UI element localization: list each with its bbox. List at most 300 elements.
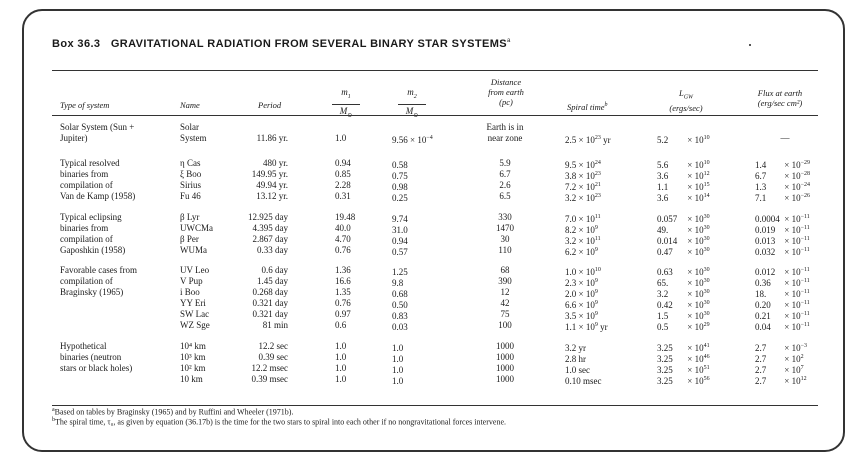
lgw-value: $3.25 \times 10^{51}$ <box>657 365 710 375</box>
lgw-value: $3.6 \times 10^{14}$ <box>657 193 710 203</box>
lgw-exp: 14 <box>703 193 710 199</box>
mass-ratio-2-mantissa: 0.25 <box>392 193 408 203</box>
mass-ratio-1: 19.48 <box>335 212 356 222</box>
system-type-line: binaries from <box>60 223 109 233</box>
lgw-mantissa: 0.47 <box>657 247 673 257</box>
period: 0.33 day <box>257 245 288 255</box>
period: 13.12 yr. <box>256 191 288 201</box>
header-lgw-l: L <box>678 88 684 98</box>
lgw-exp: 10 <box>703 160 710 166</box>
spiral-time-exp: 23 <box>594 193 601 199</box>
lgw-mantissa: 1.1 <box>657 182 669 192</box>
system-type-line: Solar System (Sun + <box>60 122 135 132</box>
lgw-exp: 12 <box>703 171 710 177</box>
period: 12.925 day <box>248 212 288 222</box>
spiral-time <box>565 191 601 204</box>
flux-mantissa: 0.21 <box>755 311 771 321</box>
lgw-mantissa: 5.6 <box>657 160 669 170</box>
spiral-time <box>565 374 602 387</box>
system-name: Fu 46 <box>180 191 201 201</box>
mass-ratio-2-mantissa: 0.68 <box>392 289 408 299</box>
spiral-time-exp: 9 <box>594 225 598 231</box>
flux-mantissa: 1.3 <box>755 182 767 192</box>
spiral-time-unit: yr <box>597 322 608 332</box>
lgw-mantissa: 3.25 <box>657 376 673 386</box>
m2-sub: 2 <box>413 93 417 100</box>
flux-exp: −28 <box>800 171 810 177</box>
spiral-time-exp: 9 <box>594 300 598 306</box>
spiral-time-exp: 9 <box>594 247 598 253</box>
lgw-value: $3.25 \times 10^{41}$ <box>657 343 710 353</box>
spiral-time-unit: yr <box>600 135 611 145</box>
lgw-mantissa: 0.5 <box>657 322 669 332</box>
lgw-mantissa: 3.2 <box>657 289 669 299</box>
mass-ratio-1: 1.0 <box>335 341 347 351</box>
header-lgw-sub: GW <box>683 94 694 101</box>
flux-exp: 7 <box>800 365 804 371</box>
lgw-value: $5.2 \times 10^{10}$ <box>657 135 710 145</box>
system-type-line: Van de Kamp (1958) <box>60 191 136 201</box>
system-name: SW Lac <box>180 309 210 319</box>
system-name: Solar System <box>180 122 207 143</box>
mass-ratio-1: 1.36 <box>335 265 351 275</box>
spiral-time-mantissa: 3.2 yr <box>565 343 586 353</box>
mass-ratio-1: 0.97 <box>335 309 351 319</box>
system-type-line: binaries (neutron <box>60 352 122 362</box>
flux-mantissa: 0.013 <box>755 236 776 246</box>
period: 480 yr. <box>262 158 288 168</box>
lgw-mantissa: 3.25 <box>657 354 673 364</box>
flux-value: 18. × $10^{-11}$ <box>755 289 810 299</box>
flux-mantissa: 0.20 <box>755 300 771 310</box>
period: 81 min <box>262 320 288 330</box>
spiral-time-exp: 21 <box>594 182 601 188</box>
mass-ratio-2-mantissa: 1.25 <box>392 267 408 277</box>
distance-pc: 1000 <box>496 363 514 373</box>
mass-ratio-2 <box>392 245 408 258</box>
lgw-exp: 29 <box>703 322 710 328</box>
flux-exp: −11 <box>800 225 810 231</box>
lgw-mantissa: 0.014 <box>657 236 678 246</box>
title-footnote-mark: a <box>507 38 511 44</box>
mass-ratio-2-mantissa: 9.74 <box>392 214 408 224</box>
lgw-value: $0.057 \times 10^{30}$ <box>657 214 710 224</box>
lgw-value: $0.5 \times 10^{29}$ <box>657 322 710 332</box>
mass-ratio-1: 2.28 <box>335 180 351 190</box>
mass-ratio-2-mantissa: 0.83 <box>392 311 408 321</box>
period: 0.268 day <box>252 287 288 297</box>
mass-ratio-2-mantissa: 1.0 <box>392 354 404 364</box>
spiral-time-mantissa: 8.2 × 10 <box>565 225 595 235</box>
system-type-line: compilation of <box>60 180 113 190</box>
period: 0.6 day <box>261 265 288 275</box>
system-name: UV Leo <box>180 265 210 275</box>
flux-value <box>755 133 815 144</box>
spiral-time-mantissa: 3.2 × 10 <box>565 236 595 246</box>
flux-value: $0.20 \times 10^{-11}$ <box>755 300 810 310</box>
header-lgw-unit: (ergs/sec) <box>669 102 703 113</box>
lgw-exp: 15 <box>703 182 710 188</box>
lgw-exp: 30 <box>703 236 710 242</box>
flux-value: $2.7 \times 10^7$ <box>755 365 804 375</box>
header-period: Period <box>258 100 282 110</box>
mass-ratio-2 <box>392 374 403 387</box>
flux-value: $2.7 \times 10^2$ <box>755 354 804 364</box>
lgw-mantissa: 1.5 <box>657 311 669 321</box>
mass-ratio-2-mantissa: 1.0 <box>392 376 404 386</box>
period: 0.321 day <box>252 298 288 308</box>
lgw-mantissa: 3.6 <box>657 193 669 203</box>
mass-ratio-2-mantissa: 0.50 <box>392 300 408 310</box>
mass-ratio-2 <box>392 133 433 146</box>
header-m2 <box>392 87 432 122</box>
flux-mantissa: 2.7 <box>755 343 767 353</box>
lgw-value: $3.25 \times 10^{46}$ <box>657 354 710 364</box>
mass-ratio-2-mantissa: 0.57 <box>392 247 408 257</box>
mass-ratio-2-mantissa: 31.0 <box>392 225 408 235</box>
period: 0.39 msec <box>251 374 288 384</box>
flux-exp: −11 <box>800 300 810 306</box>
mass-ratio-2-mantissa: 9.8 <box>392 278 404 288</box>
flux-exp: −11 <box>800 214 810 220</box>
lgw-mantissa: 5.2 <box>657 135 669 145</box>
flux-exp: −11 <box>800 267 810 273</box>
flux-mantissa: 0.36 <box>755 278 771 288</box>
period: 0.321 day <box>252 309 288 319</box>
lgw-exp: 30 <box>703 289 710 295</box>
flux-mantissa: 0.032 <box>755 247 776 257</box>
spiral-time-exp: 9 <box>594 278 598 284</box>
mass-ratio-1: 1.35 <box>335 287 351 297</box>
mass-ratio-1: 0.31 <box>335 191 351 201</box>
mass-ratio-1: 1.0 <box>335 133 347 143</box>
header-flux <box>743 88 817 108</box>
spiral-time-mantissa: 2.3 × 10 <box>565 278 595 288</box>
header-spiral <box>567 100 608 112</box>
lgw-mantissa: 3.6 <box>657 171 669 181</box>
lgw-exp: 30 <box>703 214 710 220</box>
distance-pc: 1000 <box>496 341 514 351</box>
system-name: β Lyr <box>180 212 200 222</box>
m2-den-sub: ⊙ <box>413 112 419 119</box>
mass-ratio-1: 0.85 <box>335 169 351 179</box>
mass-ratio-1: 1.0 <box>335 363 347 373</box>
period: 2.867 day <box>252 234 288 244</box>
spiral-time-mantissa: 7.2 × 10 <box>565 182 595 192</box>
flux-exp: 2 <box>800 354 804 360</box>
box-label: Box 36.3 <box>52 38 101 50</box>
distance-pc: Earth is in near zone <box>486 122 524 143</box>
footnote-b-mark: b <box>52 417 55 423</box>
system-name: Sirius <box>180 180 202 190</box>
lgw-mantissa: 0.63 <box>657 267 673 277</box>
spiral-time-mantissa: 7.0 × 10 <box>565 214 595 224</box>
period: 4.395 day <box>252 223 288 233</box>
lgw-exp: 30 <box>703 278 710 284</box>
spiral-time-mantissa: 1.0 × 10 <box>565 267 595 277</box>
flux-value: $7.1 \times 10^{-26}$ <box>755 193 810 203</box>
spiral-time-exp: 9 <box>594 322 598 328</box>
flux-mantissa: 0.04 <box>755 322 771 332</box>
spiral-time-exp: 24 <box>594 160 601 166</box>
flux-exp: −24 <box>800 182 810 188</box>
flux-value: $1.3 \times 10^{-24}$ <box>755 182 810 192</box>
flux-value: $0.36 \times 10^{-11}$ <box>755 278 810 288</box>
mass-ratio-2-mantissa: 0.58 <box>392 160 408 170</box>
mass-ratio-1: 0.76 <box>335 245 351 255</box>
lgw-mantissa: 3.25 <box>657 365 673 375</box>
bottom-rule <box>52 405 818 406</box>
flux-mantissa: 6.7 <box>755 171 767 181</box>
flux-mantissa: 2.7 <box>755 354 767 364</box>
mass-ratio-2-mantissa: 1.0 <box>392 343 404 353</box>
distance-pc: 12 <box>500 287 510 297</box>
distance-pc: 100 <box>498 320 512 330</box>
header-flux-2: (erg/sec cm²) <box>757 98 803 108</box>
flux-mantissa: 18. <box>755 289 767 299</box>
flux-exp: −11 <box>800 289 810 295</box>
m2-den: M <box>405 105 414 116</box>
lgw-mantissa: 0.057 <box>657 214 678 224</box>
lgw-exp: 51 <box>703 365 710 371</box>
flux-value: $6.7 \times 10^{-28}$ <box>755 171 810 181</box>
distance-pc: 6.5 <box>499 191 511 201</box>
lgw-mantissa: 0.42 <box>657 300 673 310</box>
footnote-a <box>52 407 293 417</box>
flux-exp: −11 <box>800 236 810 242</box>
mass-ratio-1: 40.0 <box>335 223 351 233</box>
header-distance-3: (pc) <box>499 97 513 107</box>
lgw-value: $0.63 \times 10^{30}$ <box>657 267 710 277</box>
lgw-mantissa: 49. <box>657 225 669 235</box>
mass-ratio-2-mantissa: 0.94 <box>392 236 408 246</box>
mass-ratio-2-exp: −4 <box>426 135 433 141</box>
lgw-exp: 30 <box>703 300 710 306</box>
system-type-line: Hypothetical <box>60 341 107 351</box>
lgw-value: $3.6 \times 10^{12}$ <box>657 171 710 181</box>
period: 1.45 day <box>257 276 288 286</box>
flux-value: $0.0004 \times 10^{-11}$ <box>755 214 810 224</box>
lgw-mantissa: 3.25 <box>657 343 673 353</box>
mass-ratio-1: 0.94 <box>335 158 351 168</box>
flux-exp: −11 <box>800 247 810 253</box>
system-type-line: Gaposhkin (1958) <box>60 245 126 255</box>
system-name: 10³ km <box>180 352 206 362</box>
distance-pc: 42 <box>500 298 510 308</box>
header-flux-1: Flux at earth <box>757 88 803 98</box>
flux-exp: −26 <box>800 193 810 199</box>
flux-mantissa: 2.7 <box>755 365 767 375</box>
top-rule <box>52 70 818 71</box>
flux-exp: −11 <box>800 278 810 284</box>
spiral-time-exp: 23 <box>594 135 601 141</box>
system-name: 10 km <box>180 374 203 384</box>
system-name: YY Eri <box>180 298 206 308</box>
flux-value: $1.4 \times 10^{-29}$ <box>755 160 810 170</box>
mass-ratio-2-mantissa: 0.03 <box>392 322 408 332</box>
spiral-time-mantissa: 3.5 × 10 <box>565 311 595 321</box>
system-type-line: compilation of <box>60 234 113 244</box>
distance-pc: 110 <box>498 245 512 255</box>
header-name: Name <box>180 100 200 110</box>
flux-mantissa: 0.012 <box>755 267 776 277</box>
m1-den: M <box>339 105 348 116</box>
system-name: UWCMa <box>180 223 213 233</box>
flux-exp: −11 <box>800 311 810 317</box>
footnote-a-text: Based on tables by Braginsky (1965) and by Ruffini and Wheeler (1971b). <box>54 407 294 417</box>
lgw-value: $0.47 \times 10^{30}$ <box>657 247 710 257</box>
system-name: ξ Boo <box>180 169 202 179</box>
spiral-time <box>565 245 598 258</box>
spiral-time-exp: 9 <box>594 311 598 317</box>
spiral-time <box>565 133 611 146</box>
distance-pc: 330 <box>498 212 512 222</box>
lgw-value: $3.2 \times 10^{30}$ <box>657 289 710 299</box>
mass-ratio-2 <box>392 191 408 204</box>
system-type-line: Jupiter) <box>60 133 88 143</box>
system-type-line: Typical resolved <box>60 158 120 168</box>
system-type-line: Typical eclipsing <box>60 212 122 222</box>
spiral-time-mantissa: 1.1 × 10 <box>565 322 595 332</box>
spiral-time-exp: 23 <box>594 171 601 177</box>
lgw-exp: 30 <box>703 267 710 273</box>
lgw-exp: 46 <box>703 354 710 360</box>
mass-ratio-2 <box>392 320 408 333</box>
mass-ratio-2-mantissa: 1.0 <box>392 365 404 375</box>
system-name: WZ Sge <box>180 320 210 330</box>
header-distance <box>476 77 536 107</box>
lgw-exp: 30 <box>703 247 710 253</box>
spiral-time-exp: 10 <box>594 267 601 273</box>
box-frame <box>22 9 845 452</box>
system-name: η Cas <box>180 158 201 168</box>
m1-num: m <box>341 87 348 97</box>
mass-ratio-2-mantissa: 0.98 <box>392 182 408 192</box>
system-type-line: stars or black holes) <box>60 363 133 373</box>
period: 12.2 sec <box>258 341 288 351</box>
distance-pc: 1000 <box>496 374 514 384</box>
lgw-mantissa: 65. <box>657 278 669 288</box>
flux-mantissa: 7.1 <box>755 193 767 203</box>
system-type-line: binaries from <box>60 169 109 179</box>
header-spiral-mark: b <box>604 102 608 108</box>
flux-exp: −11 <box>800 322 810 328</box>
flux-value: $0.012 \times 10^{-11}$ <box>755 267 810 277</box>
flux-mantissa: 1.4 <box>755 160 767 170</box>
mass-ratio-2-mantissa: 9.56 × 10 <box>392 135 427 145</box>
lgw-exp: 30 <box>703 225 710 231</box>
spiral-time-exp: 11 <box>594 214 601 220</box>
flux-value: $0.032 \times 10^{-11}$ <box>755 247 810 257</box>
speck <box>749 44 751 46</box>
footnote-b <box>52 417 506 427</box>
system-name: 10⁴ km <box>180 341 206 351</box>
m1-sub: 1 <box>347 93 351 100</box>
box-title-text: GRAVITATIONAL RADIATION FROM SEVERAL BINARY STAR SYSTEMS <box>110 38 508 50</box>
period: 0.39 sec <box>258 352 288 362</box>
system-name: 10² km <box>180 363 206 373</box>
flux-value: $0.019 \times 10^{-11}$ <box>755 225 810 235</box>
header-rule <box>52 115 818 116</box>
flux-value: $0.21 \times 10^{-11}$ <box>755 311 810 321</box>
header-type: Type of system <box>60 100 110 110</box>
distance-pc: 1000 <box>496 352 514 362</box>
mass-ratio-1: 4.70 <box>335 234 351 244</box>
mass-ratio-1: 0.76 <box>335 298 351 308</box>
mass-ratio-1: 1.0 <box>335 352 347 362</box>
flux-mantissa: 2.7 <box>755 376 767 386</box>
mass-ratio-2-mantissa: 0.75 <box>392 171 408 181</box>
system-name: WUMa <box>180 245 207 255</box>
system-type-line: compilation of <box>60 276 113 286</box>
flux-value: $2.7 \times 10^{-3}$ <box>755 343 807 353</box>
spiral-time-mantissa: 2.5 × 10 <box>565 135 595 145</box>
distance-pc: 390 <box>498 276 512 286</box>
flux-mantissa: — <box>780 133 790 143</box>
footnote-b-text: The spiral time, τ₀, as given by equation (36.17b) is the time for the two stars to spiral into each other if no nongravitational forces intervene. <box>55 417 506 427</box>
spiral-time-exp: 11 <box>594 236 601 242</box>
period: 49.94 yr. <box>256 180 288 190</box>
distance-pc: 75 <box>500 309 510 319</box>
flux-mantissa: 0.019 <box>755 225 776 235</box>
flux-mantissa: 0.0004 <box>755 214 780 224</box>
header-spiral-text: Spiral time <box>567 101 605 112</box>
flux-value: $0.013 \times 10^{-11}$ <box>755 236 810 246</box>
m1-den-sub: ⊙ <box>347 112 353 119</box>
lgw-exp: 41 <box>703 343 710 349</box>
system-type-line: Braginsky (1965) <box>60 287 124 297</box>
flux-value: $0.04 \times 10^{-11}$ <box>755 322 810 332</box>
mass-ratio-1: 16.6 <box>335 276 351 286</box>
distance-pc: 5.9 <box>499 158 511 168</box>
period: 11.86 yr. <box>256 133 288 143</box>
spiral-time-mantissa: 6.2 × 10 <box>565 247 595 257</box>
flux-exp: 12 <box>800 376 807 382</box>
footnote-a-mark: a <box>52 407 55 413</box>
header-lgw <box>658 88 714 113</box>
distance-pc: 30 <box>500 234 510 244</box>
mass-ratio-1: 1.0 <box>335 374 347 384</box>
header-distance-2: from earth <box>488 87 524 97</box>
lgw-value: $1.5 \times 10^{30}$ <box>657 311 710 321</box>
system-type-line: Favorable cases from <box>60 265 137 275</box>
lgw-value: $5.6 \times 10^{10}$ <box>657 160 710 170</box>
header-m1 <box>326 87 366 122</box>
system-name: i Boo <box>180 287 200 297</box>
flux-exp: −3 <box>800 343 807 349</box>
system-name: β Per <box>180 234 199 244</box>
lgw-exp: 56 <box>703 376 710 382</box>
lgw-exp: 30 <box>703 311 710 317</box>
lgw-value: 65. × $10^{30}$ <box>657 278 710 288</box>
distance-pc: 6.7 <box>499 169 511 179</box>
spiral-time-mantissa: 3.2 × 10 <box>565 193 595 203</box>
system-name: V Pup <box>180 276 203 286</box>
lgw-value: 49. × $10^{30}$ <box>657 225 710 235</box>
spiral-time <box>565 320 608 333</box>
spiral-time-mantissa: 2.0 × 10 <box>565 289 595 299</box>
mass-ratio-1: 0.6 <box>335 320 347 330</box>
distance-pc: 1470 <box>496 223 514 233</box>
spiral-time-mantissa: 3.8 × 10 <box>565 171 595 181</box>
spiral-time-mantissa: 1.0 sec <box>565 365 590 375</box>
spiral-time-mantissa: 6.6 × 10 <box>565 300 595 310</box>
spiral-time-mantissa: 9.5 × 10 <box>565 160 595 170</box>
m2-num: m <box>407 87 414 97</box>
lgw-exp: 10 <box>703 135 710 141</box>
period: 149.95 yr. <box>251 169 288 179</box>
lgw-value: $1.1 \times 10^{15}$ <box>657 182 710 192</box>
